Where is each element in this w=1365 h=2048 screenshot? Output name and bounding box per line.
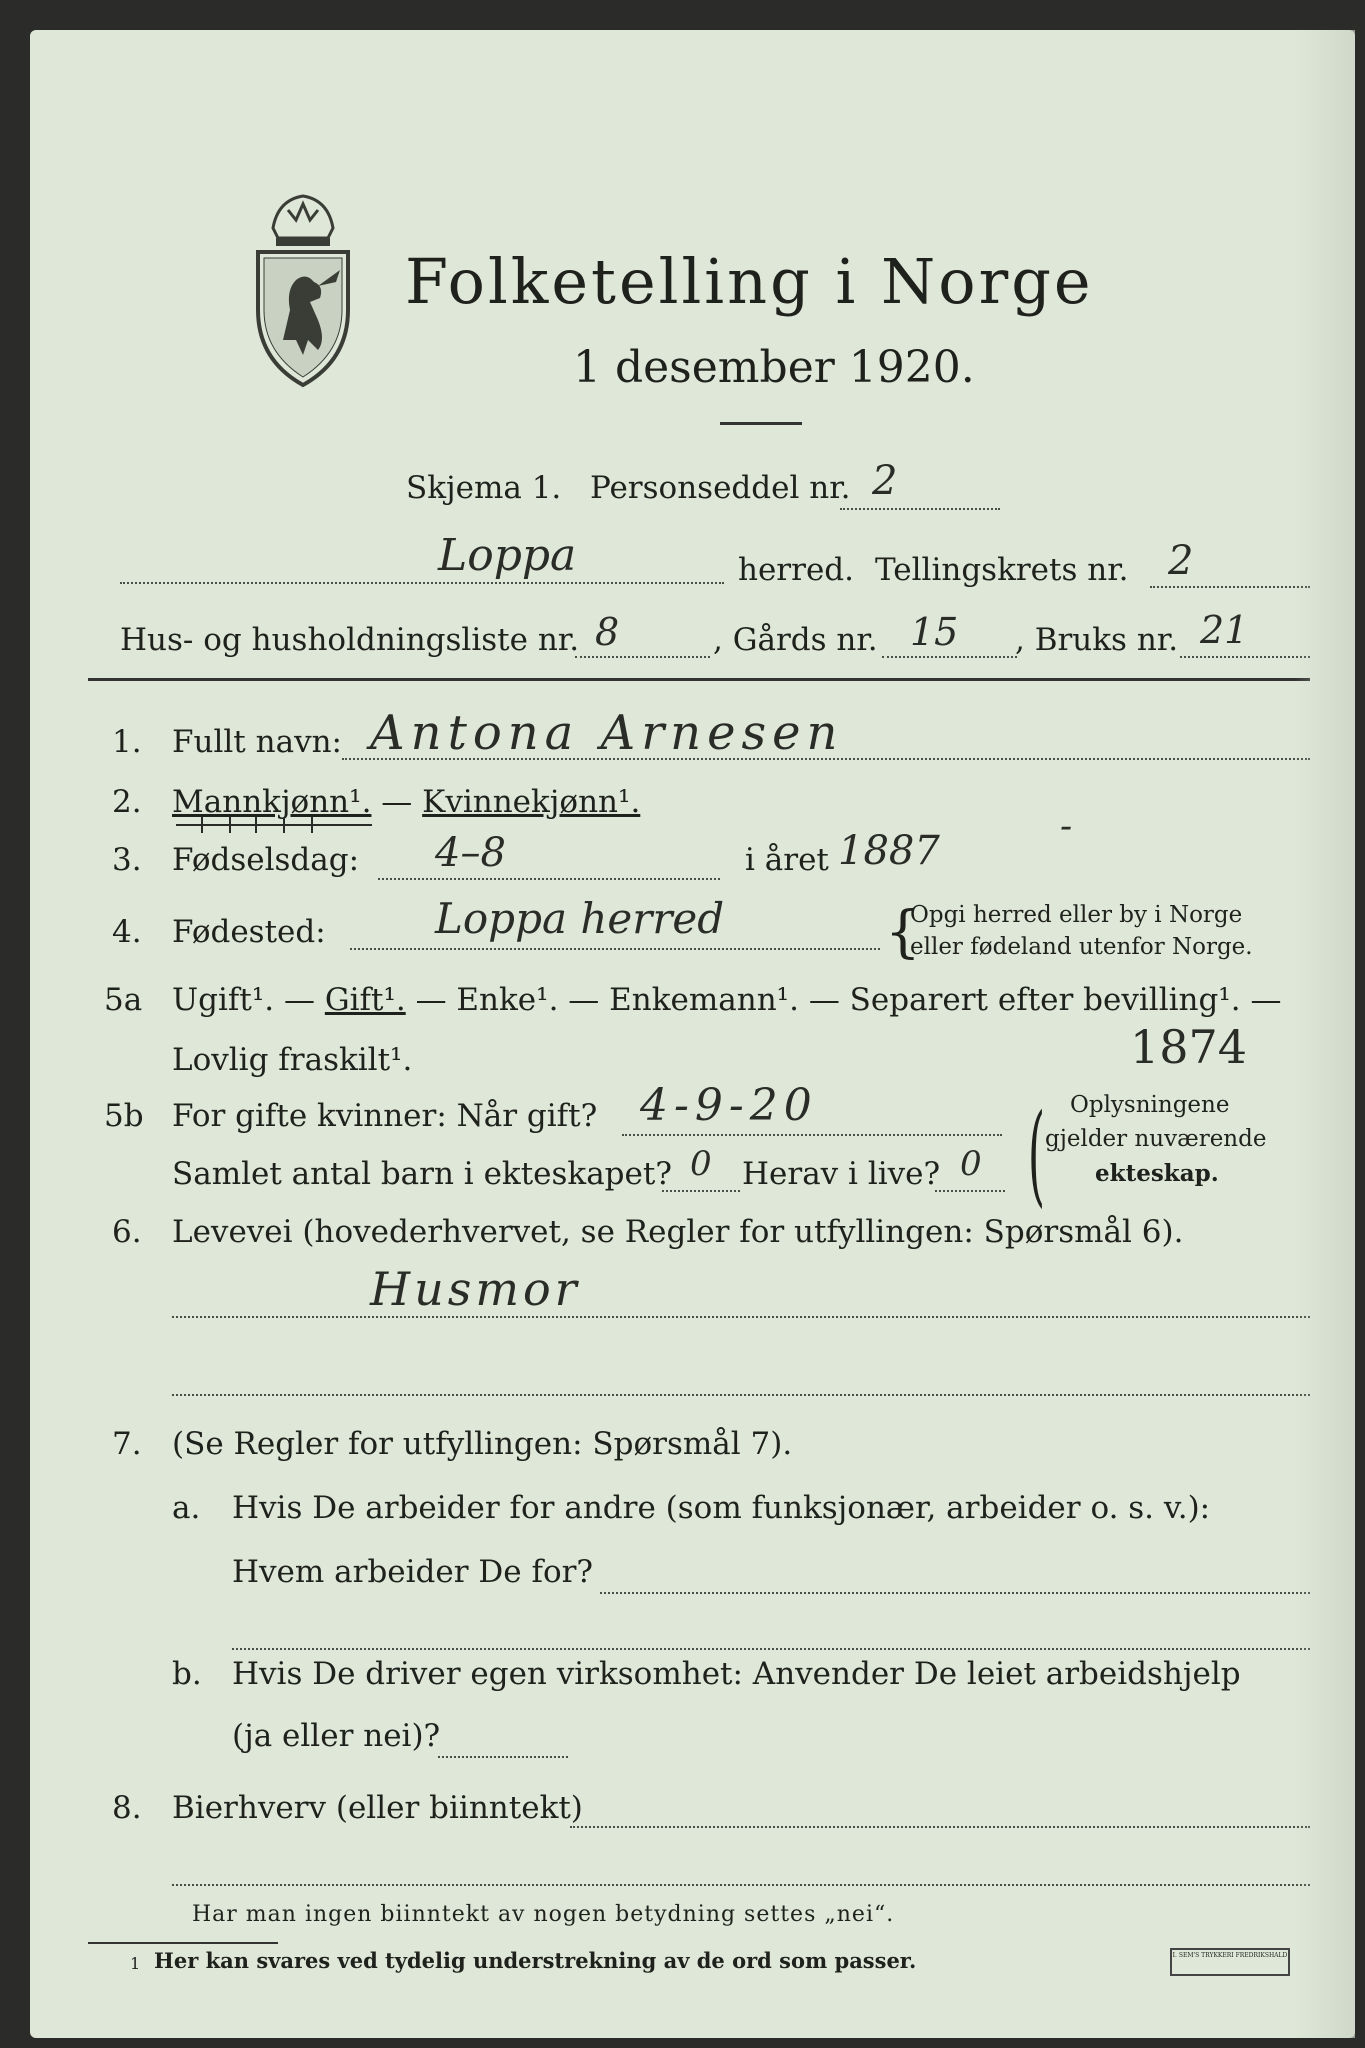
bruks-field: [1180, 656, 1310, 658]
schema-label: Skjema 1.: [406, 470, 562, 506]
husliste-label: Hus- og husholdningsliste nr.: [120, 622, 580, 658]
q5b-field: [622, 1134, 1002, 1136]
printer-stamp-text: I. SEM'S TRYKKERI FREDRIKSHALD: [1172, 1952, 1288, 1959]
q2-separator: —: [381, 784, 413, 820]
q4-field: [350, 948, 880, 950]
q5b-note-2: gjelder nuværende: [1045, 1126, 1267, 1152]
husliste-value[interactable]: 8: [595, 610, 620, 654]
q3-label: Fødselsdag:: [172, 842, 360, 878]
form-title: Folketelling i Norge: [405, 245, 1094, 318]
q7a-field-2[interactable]: [232, 1648, 1310, 1650]
q2-male-label: Mannkjønn¹.: [172, 784, 372, 820]
title-divider: [720, 422, 802, 425]
bruks-value[interactable]: 21: [1200, 608, 1249, 652]
q5a-dash: —: [283, 982, 315, 1018]
q8-field-2[interactable]: [172, 1884, 1310, 1886]
q7a-letter: a.: [172, 1490, 201, 1526]
q5b-barn-label: Samlet antal barn i ekteskapet?: [172, 1156, 672, 1192]
gards-label: , Gårds nr.: [713, 622, 878, 658]
census-date: 1 desember 1920.: [573, 342, 975, 393]
q8-number: 8.: [112, 1790, 142, 1826]
q7-number: 7.: [112, 1426, 142, 1462]
q4-note-1: Opgi herred eller by i Norge: [910, 902, 1243, 928]
q5b-live-field: [935, 1190, 1005, 1192]
footnote-number: 1: [130, 1954, 141, 1973]
herred-label: herred.: [738, 552, 854, 588]
q7-label: (Se Regler for utfyllingen: Spørsmål 7).: [172, 1426, 793, 1462]
tellingskrets-value[interactable]: 2: [1168, 538, 1194, 584]
q3-year-value[interactable]: 1887: [838, 828, 940, 874]
q5b-label: For gifte kvinner: Når gift?: [172, 1098, 598, 1134]
q7a-label: Hvis De arbeider for andre (som funksjonær, arbeider o. s. v.):: [232, 1490, 1211, 1526]
personseddel-value[interactable]: 2: [872, 458, 898, 504]
q5a-rest: — Enke¹. — Enkemann¹. — Separert efter bevilling¹. —: [415, 982, 1282, 1018]
q8-field-1[interactable]: [570, 1826, 1310, 1828]
q1-label: Fullt navn:: [172, 724, 342, 760]
herred-field: [120, 582, 724, 584]
q1-number: 1.: [112, 724, 142, 760]
q5b-live-label: Herav i live?: [742, 1156, 941, 1192]
q6-occupation-value[interactable]: Husmor: [370, 1262, 581, 1316]
q5a-options[interactable]: [172, 982, 1281, 1018]
q6-field-1: [172, 1316, 1310, 1318]
q4-note-2: eller fødeland utenfor Norge.: [910, 934, 1253, 960]
personseddel-field: [840, 508, 1000, 510]
q7b-letter: b.: [172, 1656, 202, 1692]
q7a-who-label: Hvem arbeider De for?: [232, 1554, 594, 1590]
q4-brace: {: [885, 900, 921, 965]
header-separator: [88, 678, 1310, 681]
husliste-field: [575, 656, 710, 658]
q5a-number: 5a: [104, 982, 143, 1018]
q4-birthplace-value[interactable]: Loppa herred: [435, 894, 725, 943]
q5a-year-note: 1874: [1130, 1020, 1248, 1074]
q5b-number: 5b: [104, 1098, 144, 1134]
q7b-label: Hvis De driver egen virksomhet: Anvender De leiet arbeidshjelp: [232, 1656, 1241, 1692]
q5b-note-3: ekteskap.: [1095, 1160, 1219, 1187]
printer-stamp: [1170, 1948, 1290, 1976]
q2-female-label: Kvinnekjønn¹.: [422, 784, 641, 820]
q5b-barn-field: [662, 1190, 740, 1192]
q8-label: Bierhverv (eller biinntekt): [172, 1790, 583, 1826]
census-form-sheet: [30, 30, 1355, 2038]
footer-note: Har man ingen biinntekt av nogen betydning settes „nei“.: [192, 1902, 895, 1927]
bruks-label: , Bruks nr.: [1015, 622, 1179, 658]
gards-value[interactable]: 15: [910, 610, 959, 654]
q7b-field[interactable]: [438, 1756, 568, 1758]
q5b-note-1: Oplysningene: [1070, 1092, 1230, 1118]
q6-label: Levevei (hovederhvervet, se Regler for utfyllingen: Spørsmål 6).: [172, 1214, 1184, 1250]
q3-field: [378, 878, 720, 880]
footnote-text: Her kan svares ved tydelig understrekning av de ord som passer.: [154, 1948, 917, 1973]
q5b-bracket: (: [1027, 1090, 1046, 1218]
q3-year-label: i året: [745, 842, 829, 878]
q5b-married-value[interactable]: 4-9-20: [640, 1080, 818, 1131]
q5a-gift: Gift¹.: [324, 982, 406, 1018]
footnote-rule: [88, 1942, 278, 1944]
personseddel-label: Personseddel nr.: [590, 470, 851, 506]
q5b-live-value[interactable]: 0: [960, 1144, 982, 1184]
q5a-lovlig-fraskilt: Lovlig fraskilt¹.: [172, 1042, 413, 1078]
gards-field: [882, 656, 1017, 658]
norwegian-coat-of-arms-icon: [248, 190, 358, 390]
q3-number: 3.: [112, 842, 142, 878]
q3-birthday-value[interactable]: 4–8: [435, 830, 506, 876]
q4-label: Fødested:: [172, 914, 326, 950]
q7a-field-1[interactable]: [600, 1592, 1310, 1594]
q4-number: 4.: [112, 914, 142, 950]
tellingskrets-field: [1150, 586, 1310, 588]
q7b-ja-nei-label: (ja eller nei)?: [232, 1718, 441, 1754]
q5b-barn-value[interactable]: 0: [690, 1144, 712, 1184]
herred-value[interactable]: Loppa: [438, 530, 577, 581]
tellingskrets-label: Tellingskrets nr.: [875, 552, 1129, 588]
q6-number: 6.: [112, 1214, 142, 1250]
q5a-ugift: Ugift¹.: [172, 982, 275, 1018]
q6-field-2: [172, 1394, 1310, 1396]
q1-full-name[interactable]: Antona Arnesen: [370, 705, 844, 761]
q2-strike-marks: [172, 815, 382, 835]
q2-number: 2.: [112, 784, 142, 820]
q1-field: [342, 758, 1310, 760]
q3-extra-mark: -: [1060, 806, 1073, 847]
